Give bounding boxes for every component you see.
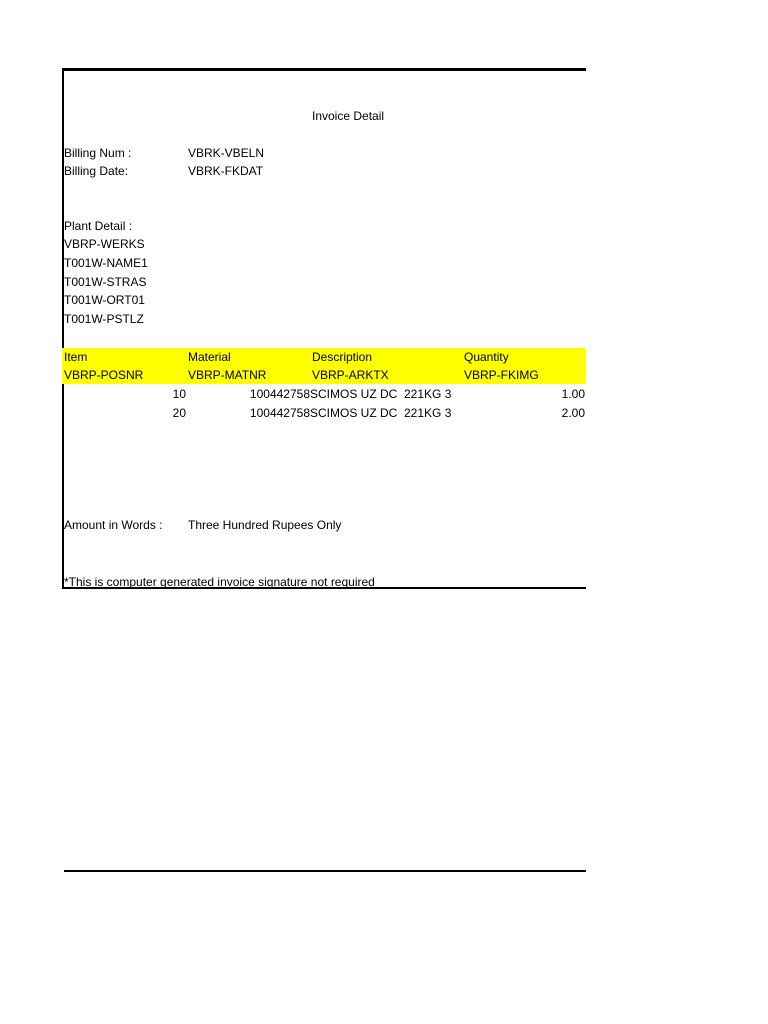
plant-detail-label: Plant Detail : [64, 219, 133, 233]
row-description: SCIMOS UZ DC 221KG 3 [310, 406, 452, 420]
invoice-title: Invoice Detail [312, 109, 385, 123]
row-quantity: 2.00 [561, 406, 585, 420]
plant-line: T001W-NAME1 [64, 256, 148, 270]
billing-num-value: VBRK-VBELN [188, 146, 265, 160]
header-quantity: Quantity [464, 350, 509, 364]
plant-line: VBRP-WERKS [64, 237, 145, 251]
header-material: Material [188, 350, 231, 364]
billing-date-value: VBRK-FKDAT [188, 164, 264, 178]
row-quantity: 1.00 [561, 387, 585, 401]
plant-line: T001W-STRAS [64, 275, 147, 289]
row-item: 10 [172, 387, 186, 401]
plant-line: T001W-ORT01 [64, 293, 145, 307]
header-description: Description [312, 350, 373, 364]
header-item: Item [64, 350, 88, 364]
invoice-frame [62, 68, 586, 589]
field-material: VBRP-MATNR [188, 368, 267, 382]
billing-date-label: Billing Date: [64, 164, 129, 178]
amount-label: Amount in Words : [64, 518, 163, 532]
row-item: 20 [172, 406, 186, 420]
row-description: SCIMOS UZ DC 221KG 3 [310, 387, 452, 401]
amount-value: Three Hundred Rupees Only [188, 518, 342, 532]
field-description: VBRP-ARKTX [312, 368, 389, 382]
billing-num-label: Billing Num : [64, 146, 132, 160]
field-quantity: VBRP-FKIMG [464, 368, 539, 382]
disclaimer-note: *This is computer generated invoice signature not required [64, 575, 375, 589]
bottom-rule [64, 870, 586, 872]
row-material: 100442758 [249, 406, 310, 420]
field-item: VBRP-POSNR [64, 368, 144, 382]
plant-line: T001W-PSTLZ [64, 312, 144, 326]
row-material: 100442758 [249, 387, 310, 401]
